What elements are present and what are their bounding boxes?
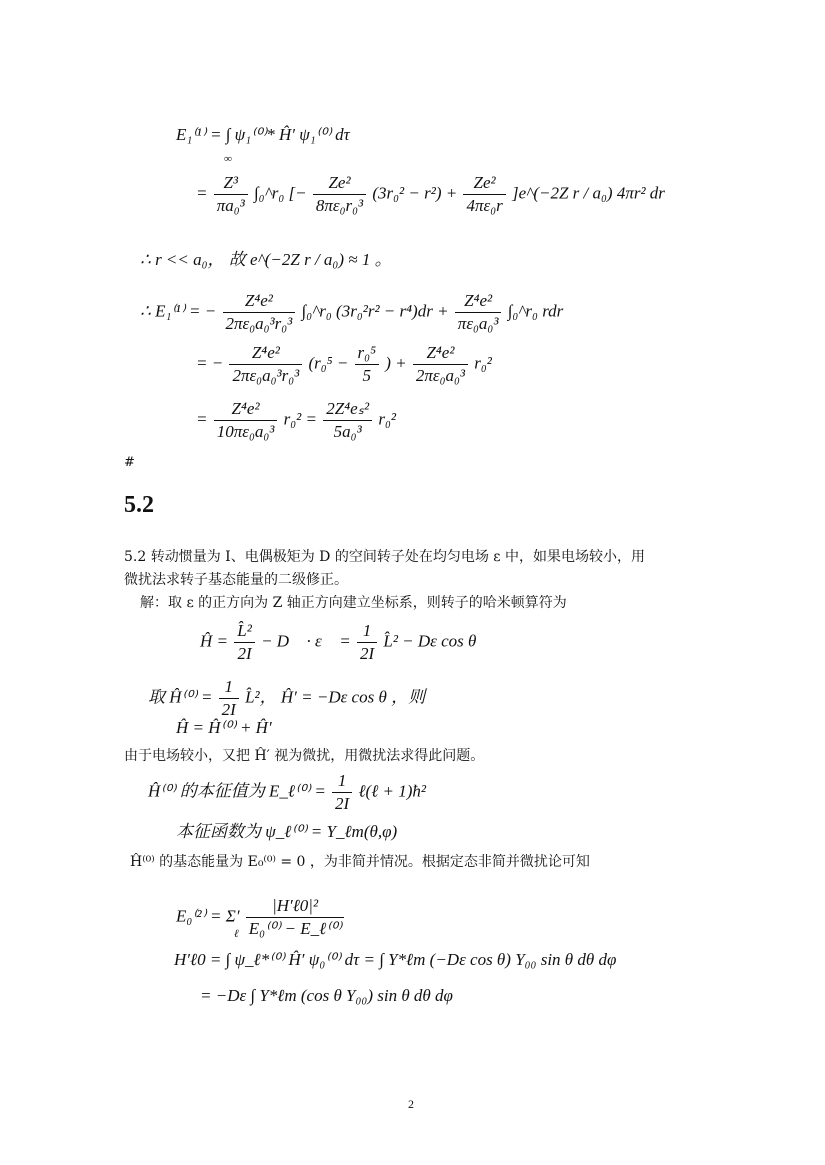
- fraction: [246, 895, 345, 940]
- fraction-denominator: πε₀a₀³: [457, 314, 499, 333]
- equals-sign: =: [196, 409, 208, 429]
- fraction-numerator: 2Z⁴eₛ²: [323, 398, 372, 421]
- fraction-denominator: 5: [362, 366, 372, 385]
- fraction-denominator: 2πε₀a₀³r₀³: [232, 366, 300, 385]
- fraction: [323, 398, 372, 443]
- expression-part: ∫₀^r₀ (3r₀²r² − r⁴)dr +: [301, 301, 449, 321]
- fraction-numerator: 1: [219, 676, 239, 699]
- fraction: [214, 398, 278, 443]
- sum-prefix: E₀⁽²⁾ = Σ′: [176, 906, 240, 926]
- fraction-numerator: Z⁴e²: [214, 398, 278, 421]
- therefore-prefix: ∴ E₁⁽¹⁾ = −: [140, 301, 217, 321]
- equals-sign: =: [196, 183, 212, 203]
- problem-statement-line1: 5.2 转动惯量为 I、电偶极矩为 D 的空间转子处在均匀电场 ε 中，如果电场较小，用: [124, 549, 645, 565]
- expression-part: (r₀⁵ −: [308, 353, 349, 373]
- fraction-numerator: Z⁴e²: [413, 342, 468, 365]
- fraction-numerator: Ze²: [463, 172, 505, 195]
- integral-domain-label: ∞: [224, 153, 232, 165]
- fraction: [234, 620, 255, 665]
- expression-part: − D⃗ · ε⃗ =: [261, 631, 351, 651]
- unperturbed-eigenfunction: 本征函数为 ψ_ℓ⁽⁰⁾ = Y_ℓm(θ,φ): [176, 822, 398, 841]
- fraction: [332, 770, 352, 815]
- fraction-denominator: 2I: [359, 644, 375, 663]
- fraction-denominator: 2I: [335, 794, 350, 813]
- hamiltonian-lhs: Ĥ =: [200, 631, 228, 651]
- expression-part: L̂² − Dε cos θ: [383, 631, 477, 651]
- fraction: [313, 172, 366, 217]
- take-prefix: 取 Ĥ⁽⁰⁾ =: [148, 687, 213, 707]
- fraction: [413, 342, 468, 387]
- fraction-numerator: Z⁴e²: [455, 290, 502, 313]
- first-order-energy-step2: [196, 342, 492, 387]
- fraction-denominator: 2I: [221, 700, 236, 719]
- fraction: [214, 172, 248, 217]
- expression-part: ) +: [385, 353, 407, 373]
- expression-part: r₀² =: [283, 409, 317, 429]
- ground-state-energy: Ĥ⁽⁰⁾ 的基态能量为 E₀⁽⁰⁾ = 0 ，为非简并情况。根据定态非简并微扰论可知: [130, 854, 590, 870]
- first-order-energy-result: [196, 398, 396, 443]
- fraction-numerator: r₀⁵: [355, 342, 379, 365]
- fraction-denominator: 8πε₀r₀³: [315, 196, 364, 215]
- second-order-energy-formula: [176, 895, 346, 940]
- fraction: [357, 620, 377, 665]
- eigenvalue-prefix: Ĥ⁽⁰⁾ 的本征值为 E_ℓ⁽⁰⁾ =: [148, 781, 326, 801]
- fraction: [219, 676, 239, 721]
- expression-part: ∫₀^r₀ [−: [254, 183, 307, 203]
- fraction: [229, 342, 302, 387]
- fraction-numerator: Z⁴e²: [223, 290, 296, 313]
- fraction-denominator: 2πε₀a₀³r₀³: [225, 314, 293, 333]
- fraction-numerator: Ze²: [313, 172, 366, 195]
- fraction: [223, 290, 296, 335]
- hamiltonian-split: Ĥ = Ĥ⁽⁰⁾ + Ĥ′: [176, 718, 272, 737]
- first-order-energy-expanded: [140, 290, 563, 335]
- unperturbed-eigenvalue: [148, 770, 426, 815]
- fraction-numerator: Z³: [214, 172, 248, 195]
- fraction: [463, 172, 505, 217]
- fraction-denominator: πa₀³: [216, 196, 245, 215]
- fraction-numerator: Z⁴e²: [229, 342, 302, 365]
- fraction: [355, 342, 379, 387]
- fraction-denominator: 2πε₀a₀³: [415, 366, 466, 385]
- fraction-denominator: E₀⁽⁰⁾ − E_ℓ⁽⁰⁾: [248, 919, 342, 938]
- sum-index-label: ℓ: [234, 928, 239, 940]
- expression-part: ]e^(−2Z r / a₀) 4πr² dr: [511, 183, 665, 203]
- expression-part: ∫₀^r₀ rdr: [507, 301, 564, 321]
- first-order-energy-definition: E₁⁽¹⁾ = ∫ ψ₁⁽⁰⁾* Ĥ′ ψ₁⁽⁰⁾ dτ: [176, 125, 350, 144]
- section-heading: 5.2: [124, 492, 154, 518]
- fraction: [455, 290, 502, 335]
- first-order-energy-integral: [196, 172, 665, 217]
- expression-part: (3r₀² − r²) +: [372, 183, 458, 203]
- unperturbed-and-perturbation-definition: [148, 676, 425, 721]
- fraction-denominator: 4πε₀r: [466, 196, 503, 215]
- expression-part: ℓ(ℓ + 1)ħ²: [358, 781, 427, 801]
- expression-part: r₀²: [378, 409, 396, 429]
- fraction-numerator: |H′ℓ0|²: [246, 895, 345, 918]
- expression-part: L̂²， Ĥ′ = −Dε cos θ ，则: [245, 687, 426, 707]
- perturbation-remark: 由于电场较小，又把 Ĥ′ 视为微扰，用微扰法求得此问题。: [124, 748, 485, 764]
- fraction-denominator: 2I: [237, 644, 252, 663]
- fraction-numerator: 1: [332, 770, 352, 793]
- matrix-element-simplified: = −Dε ∫ Y*ℓm (cos θ Y₀₀) sin θ dθ dφ: [200, 986, 453, 1005]
- solution-intro: 解：取 ε 的正方向为 Z 轴正方向建立坐标系，则转子的哈米顿算符为: [140, 595, 567, 611]
- equals-sign: = −: [196, 353, 224, 373]
- fraction-denominator: 10πε₀a₀³: [216, 422, 275, 441]
- approximation-condition: ∴ r << a₀， 故 e^(−2Z r / a₀) ≈ 1 。: [140, 250, 392, 269]
- page-number: 2: [408, 1097, 414, 1111]
- expression-part: r₀²: [474, 353, 492, 373]
- hamiltonian-equation: [200, 620, 476, 665]
- matrix-element-definition: H′ℓ0 = ∫ ψ_ℓ*⁽⁰⁾ Ĥ′ ψ₀⁽⁰⁾ dτ = ∫ Y*ℓm (−Dε cos θ) Y₀₀ sin θ dθ dφ: [174, 950, 617, 969]
- fraction-numerator: 1: [357, 620, 377, 643]
- problem-statement-line2: 微扰法求转子基态能量的二级修正。: [124, 572, 348, 588]
- fraction-denominator: 5a₀³: [333, 422, 362, 441]
- fraction-numerator: L̂²: [234, 620, 255, 643]
- end-marker: #: [124, 455, 135, 470]
